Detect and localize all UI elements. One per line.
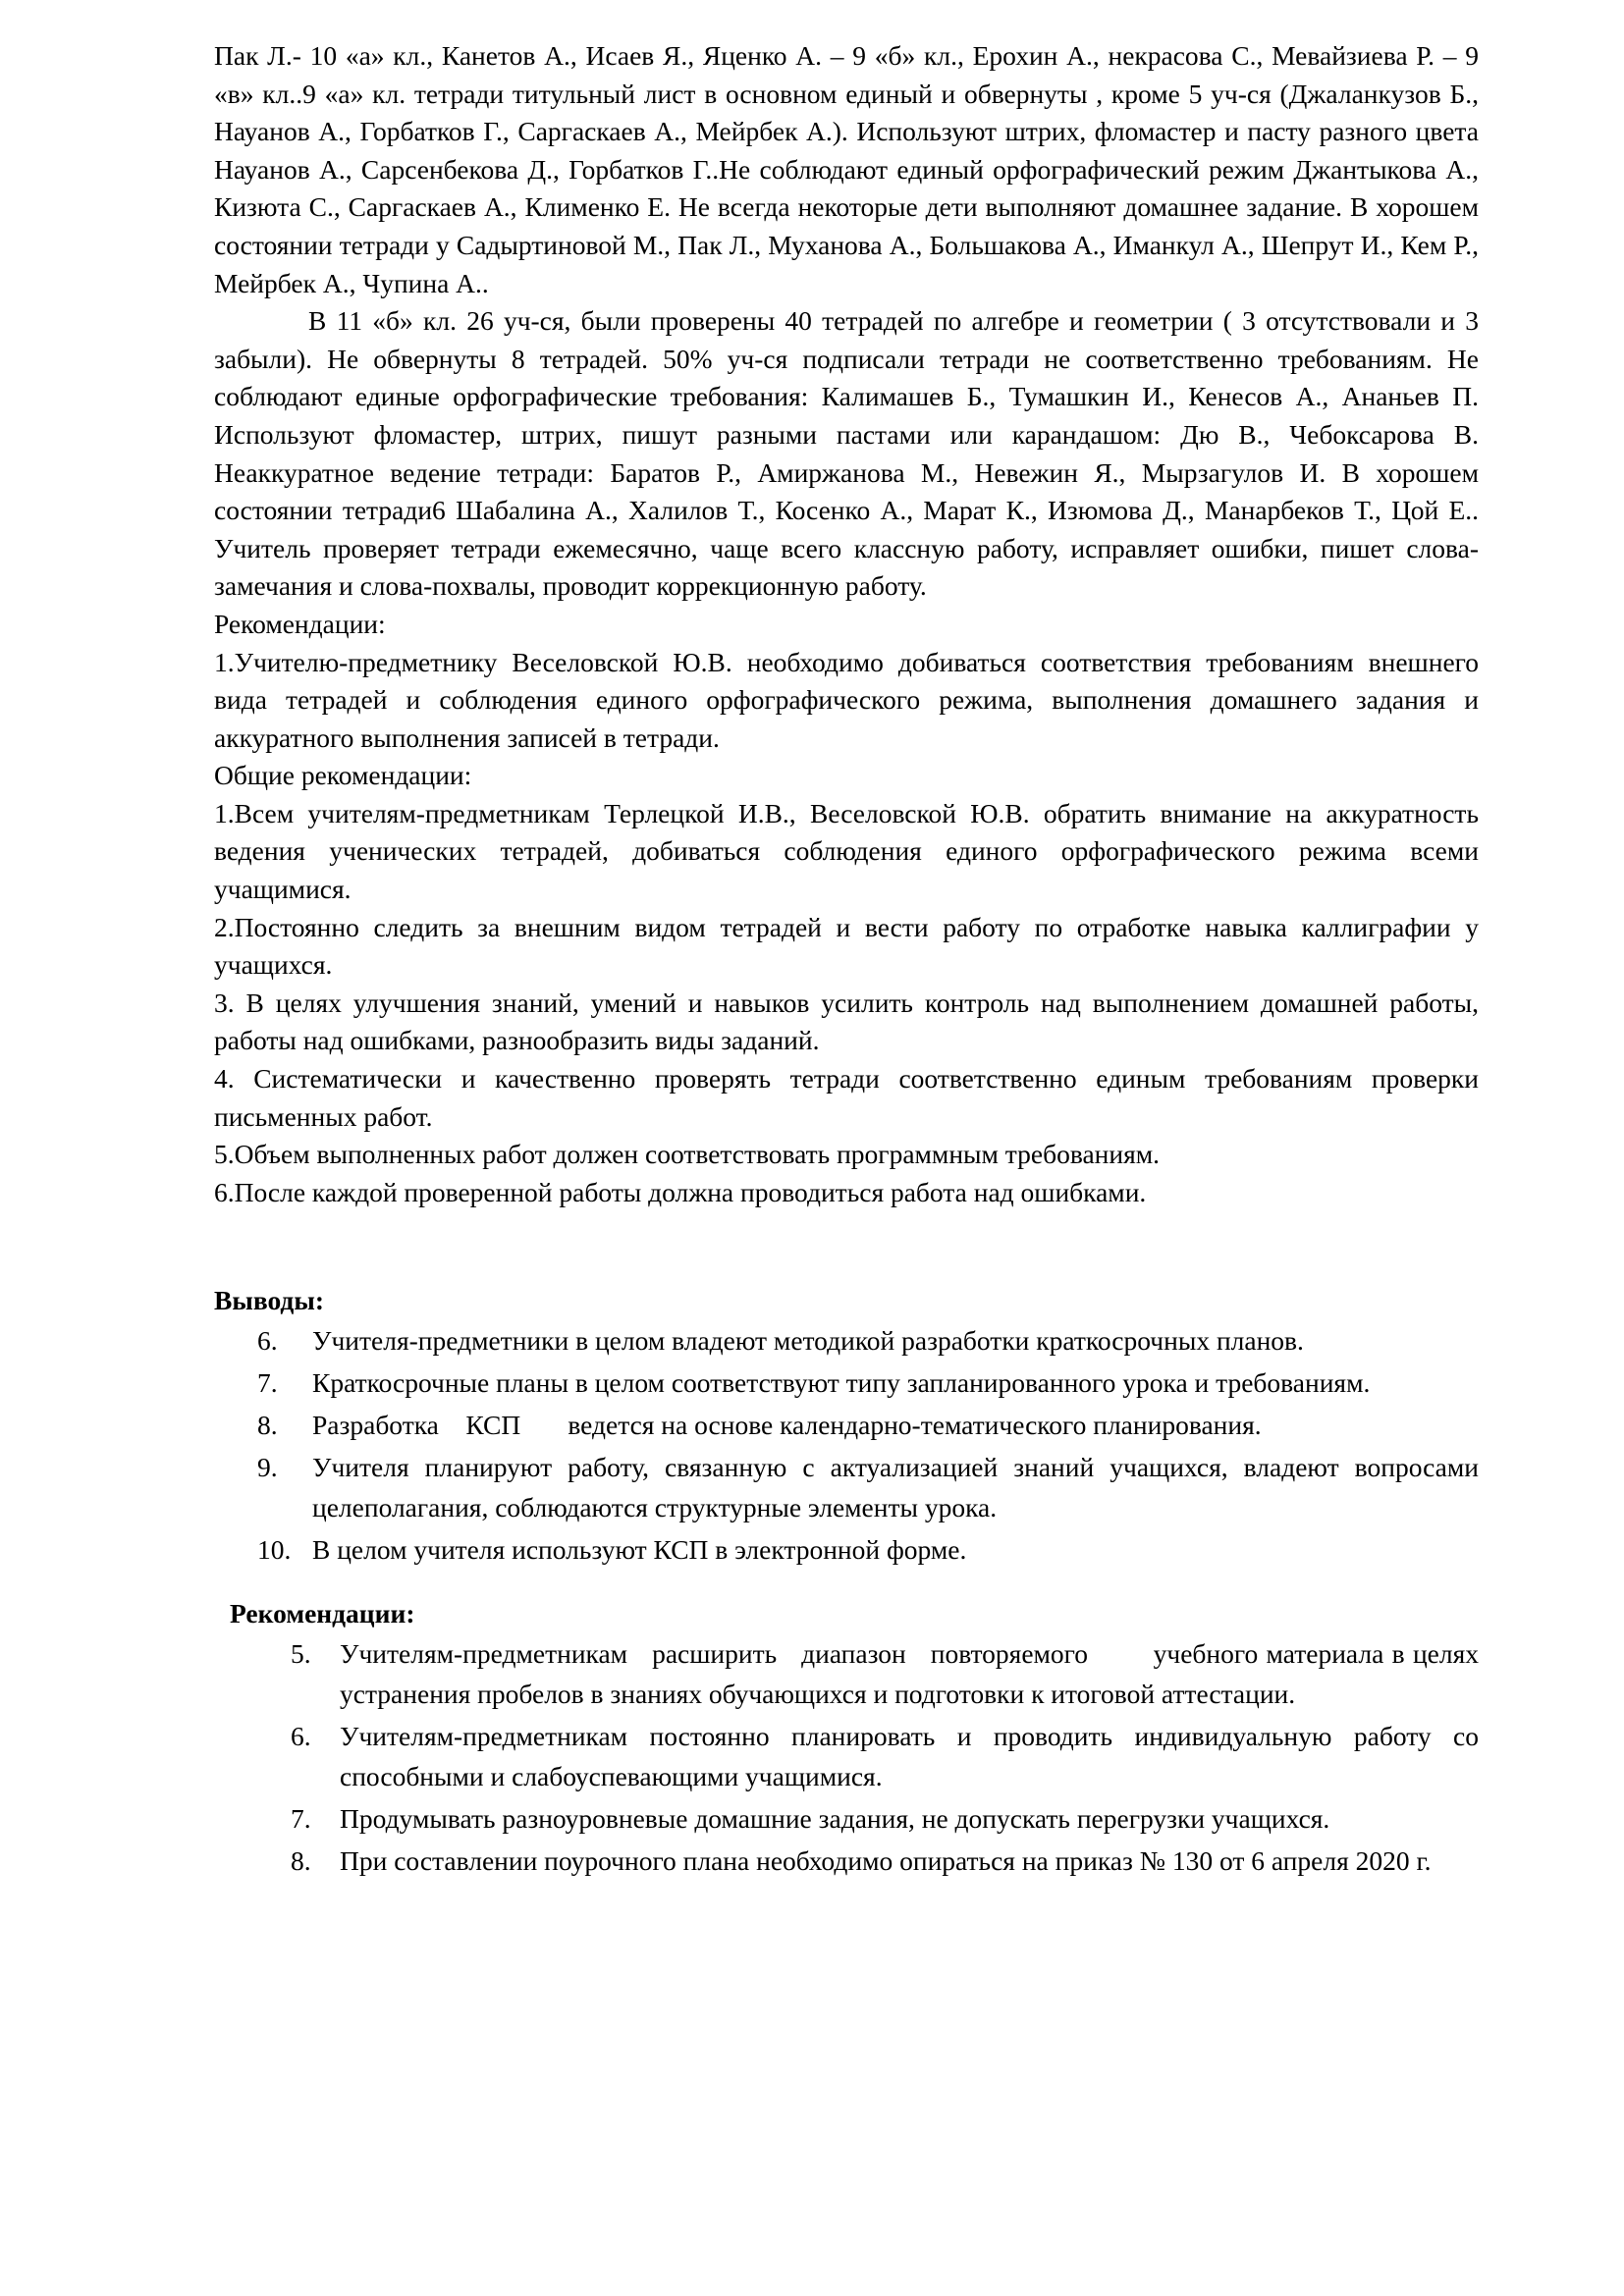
item-number: 6. [257, 1325, 278, 1356]
item-number: 8. [257, 1410, 278, 1440]
general-recommendation-item: 3. В целях улучшения знаний, умений и навыков усилить контроль над выполнением домашней работы, работы над ошибками, разнообразить виды заданий. [214, 987, 1479, 1056]
item-text: Краткосрочные планы в целом соответствуют типу запланированного урока и требованиям. [312, 1367, 1371, 1398]
general-recommendation-item: 4. Систематически и качественно проверять тетради соответственно единым требованиям проверки письменных работ. [214, 1063, 1479, 1132]
general-recommendation-item: 2.Постоянно следить за внешним видом тетрадей и вести работу по отработке навыка каллиграфии у учащихся. [214, 911, 1479, 981]
item-number: 9. [257, 1452, 278, 1482]
item-text: Учителя планируют работу, связанную с актуализацией знаний учащихся, владеют вопросами целеполагания, соблюдаются структурные элементы урока. [312, 1452, 1479, 1522]
item-text: Учителям-предметникам постоянно планировать и проводить индивидуальную работу со способными и слабоуспевающими учащимися. [340, 1720, 1479, 1791]
item-text: Учителям-предметникам расширить диапазон повторяемого учебного материала в целях устранения пробелов в знаниях обучающихся и подготовки к итоговой аттестации. [340, 1637, 1486, 1709]
conclusion-item [214, 1320, 1479, 1361]
conclusion-item [214, 1405, 1479, 1445]
conclusion-item [214, 1529, 1479, 1570]
item-number: 7. [291, 1802, 311, 1834]
conclusion-item [214, 1447, 1479, 1527]
recommendation-list-item [214, 1633, 1486, 1714]
final-recommendations-heading: Рекомендации: [230, 1598, 415, 1629]
recommendations-label: Рекомендации: [214, 608, 386, 639]
conclusions-list [214, 1320, 1479, 1570]
final-recommendations-list [214, 1633, 1486, 1881]
recommendation-list-item [214, 1841, 1479, 1881]
recommendation-list-item [214, 1798, 1479, 1839]
paragraph-class-9-10: Пак Л.- 10 «а» кл., Канетов А., Исаев Я., Яценко А. – 9 «б» кл., Ерохин А., некрасова С., Мевайзиева Р. – 9 «в» кл..9 «а» кл. тетради титульный лист в основном единый и обвернуты , кроме 5 уч-ся (Джаланкузов Б., Науанов А., Горбатков Г., Саргаскаев А., Мейрбек А.). Используют штрих, фломастер и пасту разного цвета Науанов А., Сарсенбекова Д., Горбатков Г..Не соблюдают единый орфографический режим Джантыкова А., Кизюта С., Саргаскаев А., Клименко Е. Не всегда некоторые дети выполняют домашнее задание. В хорошем состоянии тетради у Садыртиновой М., Пак Л., Муханова А., Большакова А., Иманкул А., Шепрут И., Кем Р., Мейрбек А., Чупина А.. [214, 40, 1479, 298]
item-text: Разработка КСП ведется на основе календарно-тематического планирования. [312, 1410, 1262, 1440]
item-number: 10. [257, 1534, 292, 1565]
general-recommendation-item: 6.После каждой проверенной работы должна проводиться работа над ошибками. [214, 1176, 1147, 1207]
recommendation-item: 1.Учителю-предметнику Веселовской Ю.В. необходимо добиваться соответствия требованиям внешнего вида тетрадей и соблюдения единого орфографического режима, выполнения домашнего задания и аккуратного выполнения записей в тетради. [214, 646, 1479, 753]
item-number: 6. [291, 1720, 311, 1751]
item-text: В целом учителя используют КСП в электронной форме. [312, 1534, 967, 1565]
item-number: 5. [291, 1637, 311, 1669]
conclusions-heading: Выводы: [214, 1285, 324, 1316]
paragraph-class-11b: В 11 «б» кл. 26 уч-ся, были проверены 40 тетрадей по алгебре и геометрии ( 3 отсутствовали и 3 забыли). Не обвернуты 8 тетрадей. 50% уч-ся подписали тетради не соответственно требованиям. Не соблюдают единые орфографические требования: Калимашев Б., Тумашкин И., Кенесов А., Ананьев П. Используют фломастер, штрих, пишут разными пастами или карандашом: Дю В., Чебоксарова В. Неаккуратное ведение тетради: Баратов Р., Амиржанова М., Невежин Я., Мырзагулов И. В хорошем состоянии тетради6 Шабалина А., Халилов Т., Косенко А., Марат К., Изюмова Д., Манарбеков Т., Цой Е.. Учитель проверяет тетради ежемесячно, чаще всего классную работу, исправляет ошибки, пишет слова-замечания и слова-похвалы, проводит коррекционную работу. [214, 305, 1479, 602]
recommendation-list-item [214, 1716, 1479, 1796]
conclusion-item [214, 1362, 1479, 1403]
item-number: 7. [257, 1367, 278, 1398]
general-recommendations-label: Общие рекомендации: [214, 760, 472, 791]
general-recommendation-item: 1.Всем учителям-предметникам Терлецкой И.В., Веселовской Ю.В. обратить внимание на аккуратность ведения ученических тетрадей, добиваться соблюдения единого орфографического режима всеми учащимися. [214, 797, 1479, 905]
document-page [214, 37, 1486, 1883]
item-text: Продумывать разноуровневые домашние задания, не допускать перегрузки учащихся. [340, 1802, 1330, 1834]
conclusions-section [214, 1282, 1479, 1570]
item-text: Учителя-предметники в целом владеют методикой разработки краткосрочных планов. [312, 1325, 1304, 1356]
item-number: 8. [291, 1844, 311, 1876]
general-recommendation-item: 5.Объем выполненных работ должен соответствовать программным требованиям. [214, 1139, 1161, 1170]
final-recommendations-section [214, 1595, 1486, 1881]
item-text: При составлении поурочного плана необходимо опираться на приказ № 130 от 6 апреля 2020 г. [340, 1844, 1432, 1876]
